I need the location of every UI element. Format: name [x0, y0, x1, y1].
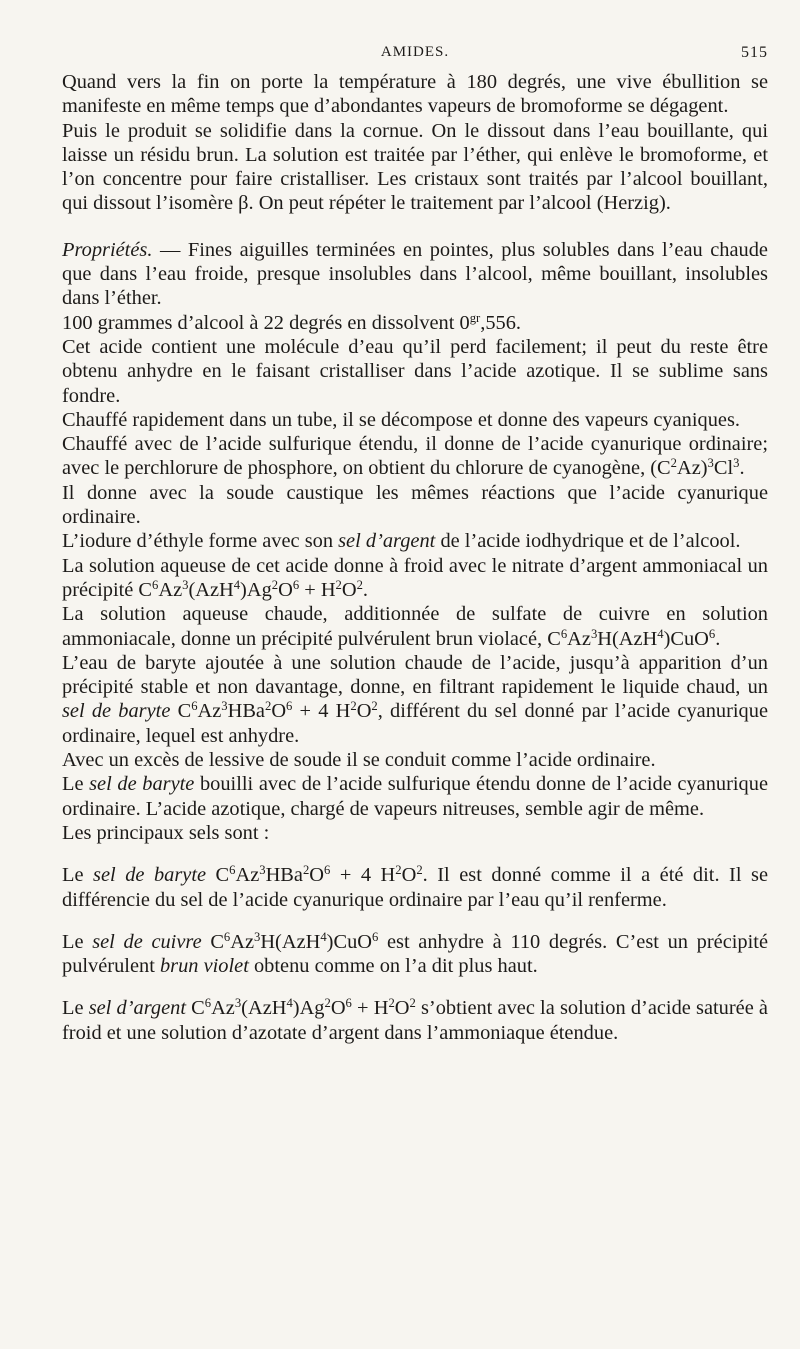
paragraph: La solution aqueuse de cet acide donne à froid avec le nitrate d’argent ammoniacal un précipité $C^6Az^3(AzH^4)Ag^2O^6 + H^2O^2$.	[62, 554, 768, 601]
paragraph: Avec un excès de lessive de soude il se conduit comme l’acide ordinaire.	[62, 749, 656, 772]
paragraph: L’eau de baryte ajoutée à une solution chaude de l’acide, jusqu’à apparition d’un précipité stable et non davantage, donne, en filtrant rapidement le liquide chaud, un sel de baryte $C^6Az^3HBa^2O^6 + 4$ $H^2O^2$, différent du sel donné par l’acide cyanurique ordinaire, lequel est anhydre.	[62, 651, 768, 747]
paragraph: 100 grammes d’alcool à 22 degrés en dissolvent $0^{gr},556$.	[62, 310, 522, 334]
paragraph: Propriétés. — Fines aiguilles terminées en pointes, plus solubles dans l’eau chaude que dans l’eau froide, presque insolubles dans l’alcool, même bouillant, insolubles dans l’éther.	[62, 238, 768, 310]
running-header	[62, 44, 768, 66]
section-lead: Propriétés.	[62, 238, 153, 261]
paragraph: Cet acide contient une molécule d’eau qu’il perd facilement; il peut du reste être obtenu anhydre en le faisant cristalliser dans l’acide azotique. Il se sublime sans fondre.	[62, 335, 768, 407]
page-number: 515	[741, 44, 768, 61]
running-title: AMIDES.	[380, 44, 450, 60]
paragraph: Le sel de baryte bouilli avec de l’acide sulfurique étendu donne de l’acide cyanurique ordinaire. L’acide azotique, chargé de vapeurs nitreuses, semble agir de même.	[62, 773, 768, 820]
paragraph: Les principaux sels sont :	[62, 821, 270, 844]
paragraph: Quand vers la fin on porte la température à 180 degrés, une vive ébullition se manifeste en même temps que d’abondantes vapeurs de bromoforme se dégagent.	[62, 71, 768, 118]
paragraph: Chauffé rapidement dans un tube, il se décompose et donne des vapeurs cyaniques.	[62, 408, 740, 431]
paragraph: Chauffé avec de l’acide sulfurique étendu, il donne de l’acide cyanurique ordinaire; avec le perchlorure de phosphore, on obtient du chlorure de cyanogène, $(C^2Az)^3Cl^3$.	[62, 433, 768, 480]
body-text	[62, 70, 768, 1045]
paragraph: Le sel de cuivre $C^6Az^3H(AzH^4)CuO^6$ est anhydre à 110 degrés. C’est un précipité pulvérulent brun violet obtenu comme on l’a dit plus haut.	[62, 929, 768, 978]
paragraph: Il donne avec la soude caustique les mêmes réactions que l’acide cyanurique ordinaire.	[62, 481, 768, 529]
paragraph: Puis le produit se solidifie dans la cornue. On le dissout dans l’eau bouillante, qui laisse un résidu brun. La solution est traitée par l’éther, qui enlève le bromoforme, et l’on concentre pour faire cristalliser. Les cristaux sont traités par l’alcool bouillant, qui dissout l’isomère β. On peut répéter le traitement par l’alcool (Herzig).	[62, 119, 768, 215]
paragraph: L’iodure d’éthyle forme avec son sel d’argent de l’acide iodhydrique et de l’alcool.	[62, 530, 741, 553]
paragraph: Le sel d’argent $C^6Az^3(AzH^4)Ag^2O^6 + H^2O^2$ s’obtient avec la solution d’acide saturée à froid et une solution d’azotate d’argent dans l’ammoniaque étendue.	[62, 996, 768, 1044]
paragraph: Le sel de baryte $C^6Az^3HBa^2O^6 + 4$ $H^2O^2$. Il est donné comme il a été dit. Il se différencie du sel de l’acide cyanurique ordinaire par l’eau qu’il renferme.	[62, 863, 769, 911]
paragraph: La solution aqueuse chaude, additionnée de sulfate de cuivre en solution ammoniacale, donne un précipité pulvérulent brun violacé, $C^6Az^3H(AzH^4)CuO^6$.	[62, 603, 768, 650]
